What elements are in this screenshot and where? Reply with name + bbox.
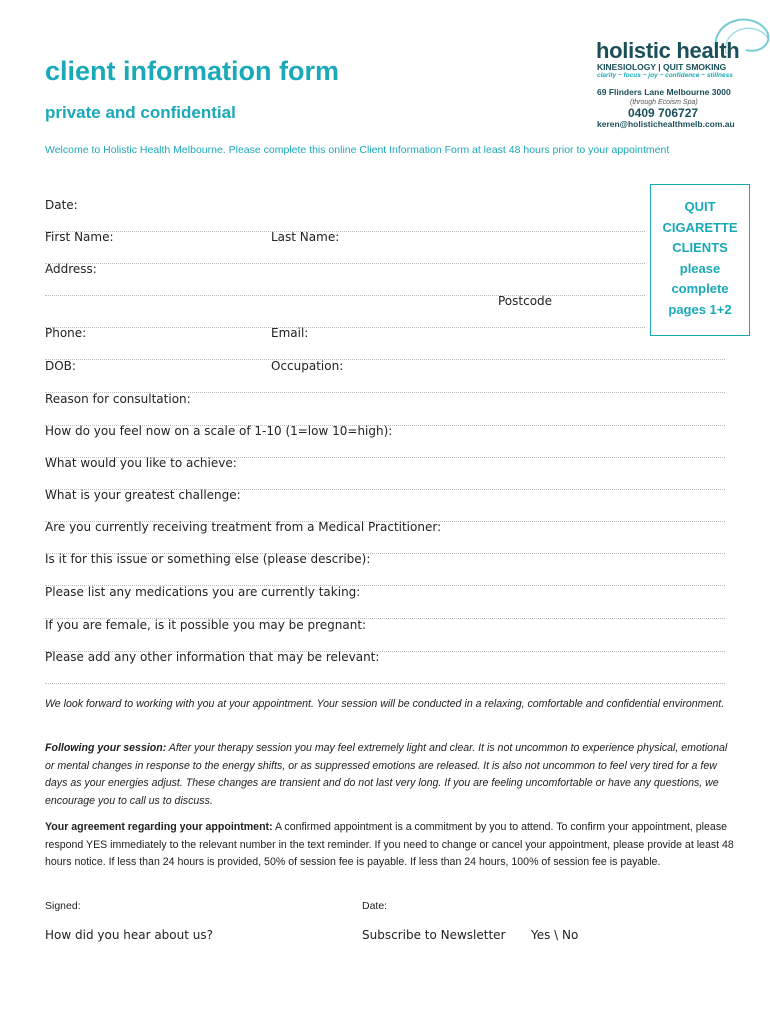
- challenge-label: What is your greatest challenge:: [45, 488, 241, 502]
- logo-brand: holistic health: [596, 38, 740, 63]
- postcode-label: Postcode: [498, 294, 553, 308]
- following-heading: Following your session:: [45, 742, 167, 754]
- other-info-label: Please add any other information that may be relevant:: [45, 650, 380, 664]
- medications-label: Please list any medications you are currently taking:: [45, 585, 361, 599]
- clinic-email: keren@holistichealthmelb.com.au: [597, 119, 735, 129]
- quit-line: CIGARETTE: [662, 219, 738, 235]
- quit-line: complete: [671, 281, 729, 296]
- date-label: Date:: [45, 198, 78, 212]
- postcode-row[interactable]: [45, 294, 645, 328]
- last-name-label[interactable]: Last Name:: [271, 230, 340, 244]
- quit-line: QUIT: [684, 199, 716, 214]
- following-text: After your therapy session you may feel extremely light and clear. It is not uncommon to experience physical, emotional or mental changes in response to the energy shifts, or as suppressed emotions are released. It is also not uncommon to feel very tired for a few days as your energies adjust. These changes are transient and do not last very long. If you are feeling uncomfortable or have any questions, we encourage you to call us to discuss.: [45, 742, 728, 807]
- welcome-note: We look forward to working with you at your appointment. Your session will be conducted in a relaxing, comfortable and confidential environment.: [45, 698, 725, 710]
- treatment-field[interactable]: [45, 520, 725, 554]
- agreement-note: [45, 819, 735, 872]
- subscribe-label: Subscribe to Newsletter: [362, 928, 506, 942]
- quit-line: CLIENTS: [672, 240, 728, 255]
- treatment-label: Are you currently receiving treatment from a Medical Practitioner:: [45, 520, 442, 534]
- clinic-address: 69 Flinders Lane Melbourne 3000: [597, 87, 731, 97]
- dob-row: [45, 359, 725, 393]
- logo-services: KINESIOLOGY | QUIT SMOKING: [597, 62, 727, 72]
- logo-tagline: clarity ~ focus ~ joy ~ confidence ~ stillness: [597, 72, 733, 79]
- form-title: client information form: [45, 56, 340, 86]
- signed-label[interactable]: Signed:: [45, 900, 81, 912]
- signature-date-label[interactable]: Date:: [362, 900, 388, 912]
- other-info-field[interactable]: [45, 650, 725, 684]
- reason-label: Reason for consultation:: [45, 392, 191, 406]
- following-session-note: [45, 740, 735, 810]
- dob-label[interactable]: DOB:: [45, 359, 76, 373]
- medications-field[interactable]: [45, 585, 725, 619]
- subscribe-yes-no[interactable]: Yes \ No: [531, 928, 579, 942]
- date-field[interactable]: [45, 198, 645, 232]
- issue-field[interactable]: [45, 552, 725, 586]
- quit-cigarette-notice: [650, 184, 750, 336]
- name-row: [45, 230, 645, 264]
- clinic-address-note: (through Ecoism Spa): [630, 99, 698, 106]
- first-name-label[interactable]: First Name:: [45, 230, 114, 244]
- occupation-label[interactable]: Occupation:: [271, 359, 344, 373]
- achieve-label: What would you like to achieve:: [45, 456, 237, 470]
- scale-label: How do you feel now on a scale of 1-10 (1=low 10=high):: [45, 424, 393, 438]
- address-field[interactable]: [45, 262, 645, 296]
- address-label: Address:: [45, 262, 97, 276]
- challenge-field[interactable]: [45, 488, 725, 522]
- welcome-text: Welcome to Holistic Health Melbourne. Please complete this online Client Information Form at least 48 hours prior to your appointment: [45, 144, 670, 156]
- clinic-phone: 0409 706727: [628, 106, 699, 120]
- email-label[interactable]: Email:: [271, 326, 309, 340]
- heard-about-label[interactable]: How did you hear about us?: [45, 928, 213, 942]
- quit-line: please: [679, 260, 721, 276]
- quit-line: pages 1+2: [668, 301, 732, 317]
- form-subtitle: private and confidential: [45, 103, 236, 122]
- agreement-heading: Your agreement regarding your appointment:: [45, 821, 273, 833]
- pregnant-field[interactable]: [45, 618, 725, 652]
- pregnant-label: If you are female, is it possible you may be pregnant:: [45, 618, 367, 632]
- phone-label[interactable]: Phone:: [45, 326, 87, 340]
- scale-field[interactable]: [45, 424, 725, 458]
- reason-field[interactable]: [45, 392, 725, 426]
- achieve-field[interactable]: [45, 456, 725, 490]
- contact-row: [45, 326, 725, 360]
- agreement-text: A confirmed appointment is a commitment by you to attend. To confirm your appointment, please respond YES immediately to the relevant number in the text reminder. If you need to change or cancel your appointment, please provide at least 48 hours notice. If less than 24 hours is provided, 50% of session fee is payable. If less than 24 hours, 100% of session fee is payable.: [45, 821, 734, 868]
- issue-label: Is it for this issue or something else (please describe):: [45, 552, 371, 566]
